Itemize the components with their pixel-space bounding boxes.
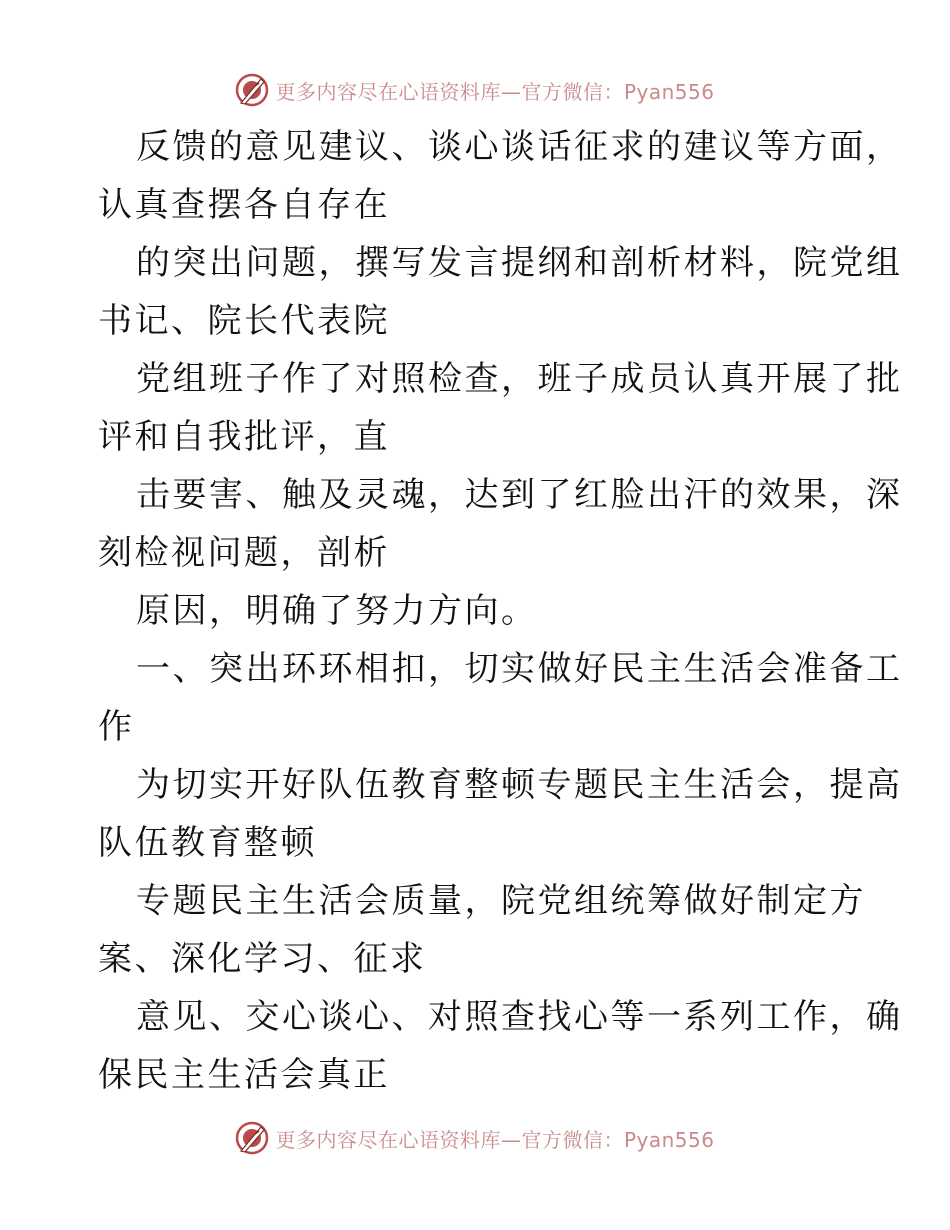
document-body (98, 118, 903, 1104)
body-line: 的突出问题，撰写发言提纲和剖析材料，院党组 (136, 243, 903, 283)
body-line: 党组班子作了对照检查，班子成员认真开展了批 (136, 359, 903, 399)
body-line: 击要害、触及灵魂，达到了红脸出汗的效果，深 (136, 475, 903, 515)
header-banner-text: 更多内容尽在心语资料库—官方微信：Pyan556 (275, 79, 715, 104)
body-line: 意见、交心谈心、对照查找心等一系列工作，确 (136, 997, 903, 1037)
body-line: 书记、院长代表院 (98, 301, 390, 341)
section-heading: 一、突出环环相扣，切实做好民主生活会准备工 (136, 649, 903, 689)
body-line: 评和自我批评，直 (98, 417, 390, 457)
body-line: 专题民主生活会质量，院党组统筹做好制定方 (136, 881, 866, 921)
body-line: 刻检视问题，剖析 (98, 533, 390, 573)
quill-pen-logo-icon (235, 73, 269, 107)
body-line: 反馈的意见建议、谈心谈话征求的建议等方面， (136, 127, 903, 167)
section-heading-continued: 作 (98, 707, 135, 747)
body-line: 队伍教育整顿 (98, 823, 317, 863)
header-banner (0, 70, 950, 110)
body-line: 案、深化学习、征求 (98, 939, 427, 979)
body-line: 原因，明确了努力方向。 (136, 591, 538, 631)
body-line: 认真查摆各自存在 (98, 185, 390, 225)
body-line: 保民主生活会真正 (98, 1055, 390, 1095)
body-line: 为切实开好队伍教育整顿专题民主生活会，提高 (136, 765, 903, 805)
footer-banner (0, 1118, 950, 1158)
footer-banner-text: 更多内容尽在心语资料库—官方微信：Pyan556 (275, 1127, 715, 1152)
quill-pen-logo-icon (235, 1121, 269, 1155)
